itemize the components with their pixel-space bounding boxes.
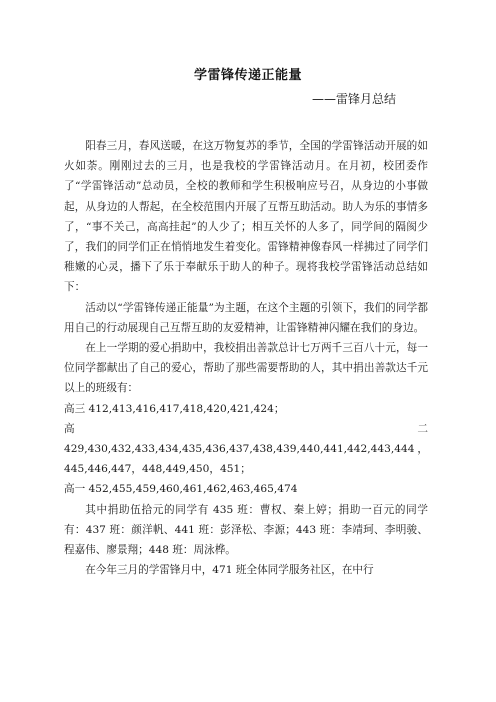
document-title: 学雷锋传递正能量 <box>193 68 302 83</box>
document-subtitle: ——雷锋月总结 <box>312 92 397 106</box>
class-list-senior-two: 高二 429,430,432,433,434,435,436,437,438,439,440,441,442,443,444，445,446,447，448,449,450，451； <box>64 422 439 476</box>
class-list-senior-three: 高三 412,413,416,417,418,420,421,424； <box>64 402 285 415</box>
paragraph-intro: 阳春三月，春风送暖，在这万物复苏的季节，全国的学雷锋活动开展的如火如荼。刚刚过去的三月，也是我校的学雷锋活动月。在月初，校团委作了“学雷锋活动”总动员，全校的教师和学生积极响应号召，从身边的小事做起，从身边的人帮起，在全校范围内开展了互帮互助活动。助人为乐的事情多了，“事不关己，高高挂起”的人少了；相互关怀的人多了，同学间的隔阂少了，我们的同学们正在悄悄地发生着变化。雷锋精神像春风一样拂过了同学们稚嫩的心灵，播下了乐于奉献乐于助人的种子。现将我校学雷锋活动总结如下： <box>64 140 428 294</box>
paragraph-march-activity: 在今年三月的学雷锋月中，471 班全体同学服务社区，在中行 <box>85 564 374 577</box>
paragraph-donation: 在上一学期的爱心捐助中，我校捐出善款总计七万两千三百八十元，每一位同学都献出了自己的爱心，帮助了那些需要帮助的人，其中捐出善款达千元以上的班级有： <box>64 342 428 395</box>
class-list-senior-one: 高一 452,455,459,460,461,462,463,465,474 <box>64 483 298 496</box>
paragraph-donors: 其中捐助伍拾元的同学有 435 班：曹权、秦上婷；捐助一百元的同学有：437 班：颜洋帆、441 班：彭泽松、李源；443 班：李靖珂、李明骏、程嘉伟、廖景翔；448 班：周泳桦。 <box>64 503 428 557</box>
paragraph-theme: 活动以“学雷锋传递正能量”为主题，在这个主题的引领下，我们的同学都用自己的行动展现自己互帮互助的友爱精神，让雷锋精神闪耀在我们的身边。 <box>64 301 428 334</box>
document-body <box>64 136 439 580</box>
